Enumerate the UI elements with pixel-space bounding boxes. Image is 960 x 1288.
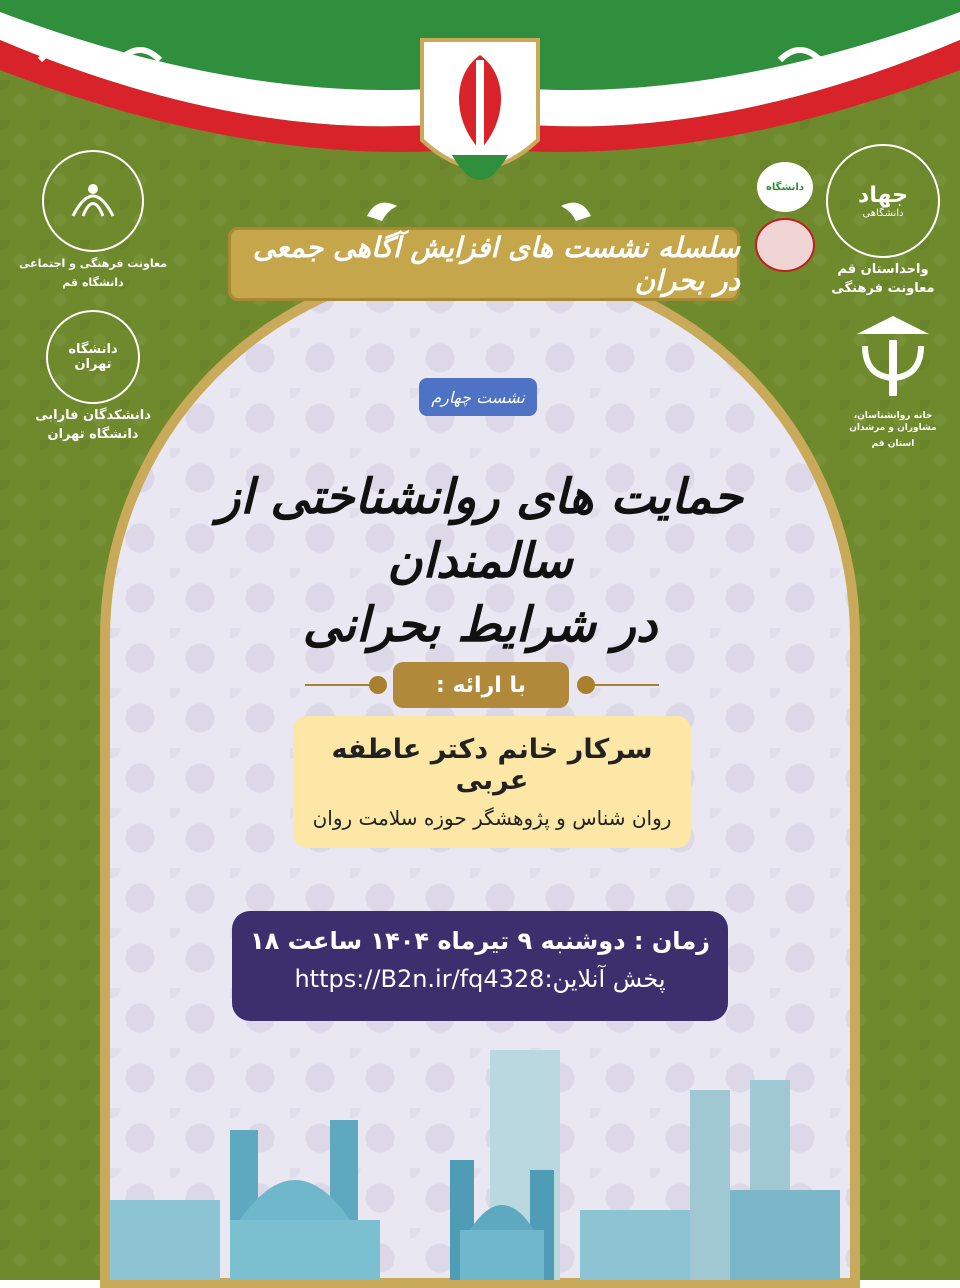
dove-icon bbox=[362, 186, 402, 226]
series-banner bbox=[228, 227, 740, 301]
session-tag: نشست چهارم bbox=[419, 378, 537, 416]
university-seal-logo bbox=[748, 162, 822, 272]
tehran-university-logo: دانشگاه تهران دانشکدگان فارابی دانشگاه تهران bbox=[18, 310, 168, 442]
seal-red-icon bbox=[755, 218, 815, 272]
event-title bbox=[150, 465, 810, 657]
broadcast-link[interactable]: پخش آنلاین:https://B2n.ir/fq4328 bbox=[294, 965, 666, 993]
national-emblem bbox=[412, 20, 548, 206]
qom-university-icon bbox=[42, 150, 144, 252]
jahad-logo: جهاد دانشگاهی واحداستان قم معاونت فرهنگی bbox=[820, 144, 946, 296]
event-time: زمان : دوشنبه ۹ تیرماه ۱۴۰۴ ساعت ۱۸ bbox=[250, 927, 710, 955]
ornament-right-icon bbox=[574, 662, 664, 708]
speaker-card bbox=[293, 716, 691, 848]
seal-green-icon: دانشگاه bbox=[757, 162, 813, 212]
tehran-university-icon: دانشگاه تهران bbox=[46, 310, 140, 404]
presenter-label: با ارائه : bbox=[393, 662, 569, 708]
title-line-2: در شرایط بحرانی bbox=[302, 597, 658, 653]
title-line-1: حمایت های روانشناختی از سالمندان bbox=[217, 469, 743, 589]
speaker-name: سرکار خانم دکتر عاطفه عربی bbox=[331, 734, 653, 796]
jahad-icon: جهاد دانشگاهی bbox=[826, 144, 940, 258]
series-title: سلسله نشست های افزایش آگاهی جمعی در بحران bbox=[252, 231, 740, 297]
speaker-role: روان شناس و پژوهشگر حوزه سلامت روان bbox=[312, 806, 672, 830]
psi-icon bbox=[845, 306, 941, 402]
ornament-left-icon bbox=[300, 662, 390, 708]
qom-university-logo: معاونت فرهنگی و اجتماعی دانشگاه قم bbox=[18, 150, 168, 290]
psi-logo: خانه روانشناسان، مشاوران و مرشدان استان قم bbox=[838, 306, 948, 450]
event-info-box bbox=[232, 911, 728, 1021]
city-skyline-illustration bbox=[110, 1020, 850, 1280]
dove-icon bbox=[556, 186, 596, 226]
